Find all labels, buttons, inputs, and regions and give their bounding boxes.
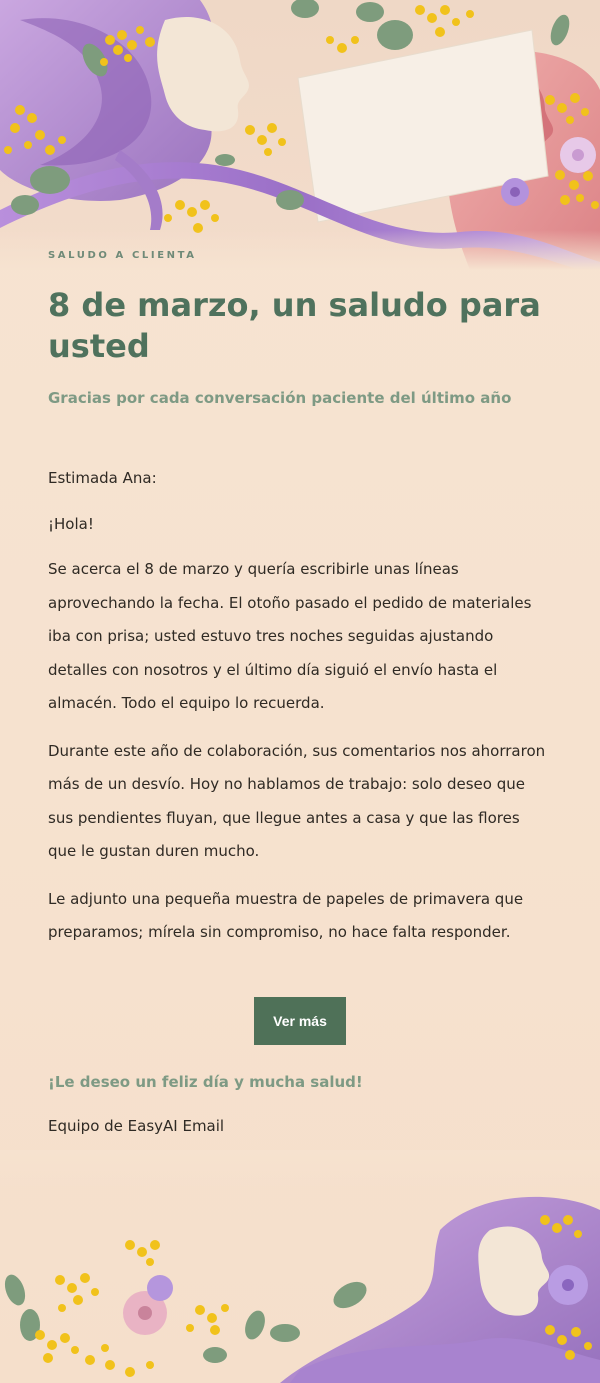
greeting: Estimada Ana: <box>48 469 157 487</box>
email-content <box>48 250 552 1135</box>
hello-line: ¡Hola! <box>48 515 94 533</box>
body-paragraph: Le adjunto una pequeña muestra de papeles de primavera que preparamos; mírela sin compromiso, no hace falta responder. <box>48 889 524 941</box>
subtitle: Gracias por cada conversación paciente del último año <box>48 389 512 407</box>
closing-line: ¡Le deseo un feliz día y mucha salud! <box>48 1072 363 1091</box>
header-illustration <box>0 0 600 270</box>
signature: Equipo de EasyAI Email <box>48 1116 225 1135</box>
mimosa-header-art <box>0 0 600 270</box>
ver-mas-button[interactable]: Ver más <box>254 997 346 1045</box>
cta-container <box>48 997 552 1045</box>
body-paragraph: Durante este año de colaboración, sus comentarios nos ahorraron más de un desvío. Hoy no hablamos de trabajo: solo deseo que sus pendientes fluyan, que llegue antes a casa y que las flores que le gustan duren mucho. <box>48 741 546 860</box>
eyebrow-label: SALUDO A CLIENTA <box>48 250 197 261</box>
body-paragraph: Se acerca el 8 de marzo y quería escribirle unas líneas aprovechando la fecha. El otoño pasado el pedido de materiales iba con prisa; usted estuvo tres noches seguidas ajustando detalles con nosotros y el último día siguió el envío hasta el almacén. Todo el equipo lo recuerda. <box>48 560 532 712</box>
footer-illustration <box>0 1150 600 1383</box>
mimosa-footer-art <box>0 1150 600 1383</box>
page-title: 8 de marzo, un saludo para usted <box>48 286 541 365</box>
